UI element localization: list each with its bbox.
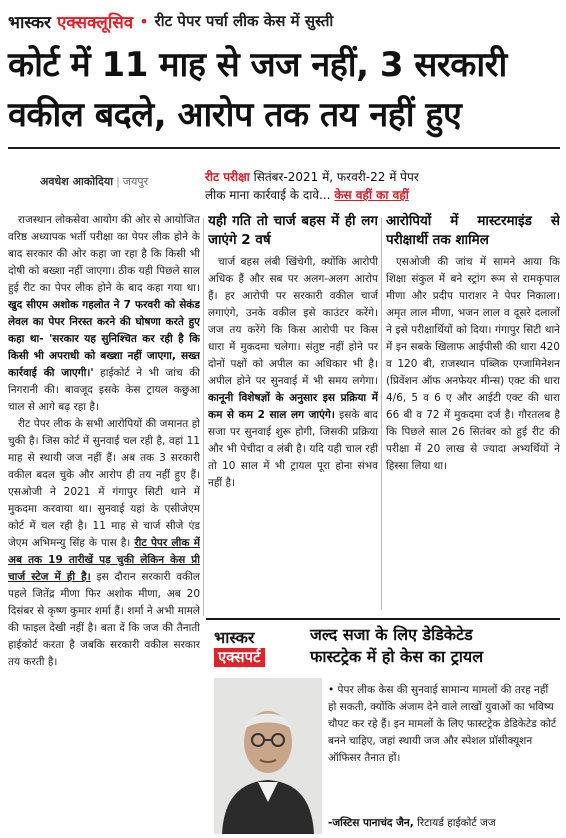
- col3-paragraph: एसओजी की जांच में सामने आया कि शिक्षा संकुल में बने स्ट्रांग रूम से रामकृपाल मीणा और प्रदीप पाराशर ने पेपर निकाला। अमृत लाल मीणा, भजन लाल व दूसरे दलालों ने इसे परीक्षार्थियों को दिया। गंगापुर सिटी थाने में इन सबके खिलाफ आईपीसी की धारा 420 व 120 बी, राजस्थान पब्लिक एग्जामिनेशन (प्रिवेंशन ऑफ अनफेयर मीन्स) एक्ट की धारा 4/6, 5 व 6 ए और आईटी एक्ट की धारा 66 बी व 72 में मुकदमा दर्ज है। गौरतलब है कि पिछले साल 26 सितंबर को हुई रीट की परीक्षा में 20 लाख से ज्यादा अभ्यर्थियों ने हिस्सा लिया था।: [386, 256, 560, 472]
- column-divider: [381, 218, 382, 610]
- expert-title: [310, 624, 556, 668]
- headline-line-1: कोर्ट में 11 माह से जज नहीं, 3 सरकारी: [8, 45, 507, 85]
- banner-label: रीट परीक्षा: [205, 170, 250, 184]
- col2-subhead: यही गति तो चार्ज बहस में ही लग जाएंगे 2 वर्ष: [208, 213, 378, 248]
- col1-underlined-fact: रीट पेपर लीक में अब तक 19 तारीखें पड़ चुकी लेकिन केस प्री चार्ज स्टेज में ही है।: [8, 537, 200, 583]
- expert-logo-line-2: एक्सपर्ट: [214, 648, 265, 667]
- col2-paragraph: [208, 254, 378, 492]
- col1-paragraph-2: [8, 416, 200, 671]
- expert-box: [206, 618, 560, 836]
- byline-author: अवधेश आकोदिया: [40, 175, 114, 188]
- expert-title-line-1: जल्द सजा के लिए डेडिकेटेड: [310, 625, 473, 644]
- expert-name: -जस्टिस पानाचंद जैन,: [328, 817, 414, 829]
- section-kicker: [8, 6, 560, 36]
- col2-text-b: इसके बाद सजा पर सुनवाई शुरू होगी, जिसकी प्रक्रिया और भी पेचीदा व लंबी है। यदि यही चाल रही तो 10 साल में भी ट्रायल पूरा होना संभव नहीं है।: [208, 409, 378, 489]
- banner-text-2: लीक माना कार्रवाई के दावे...: [205, 188, 331, 202]
- expert-quote: [328, 682, 558, 767]
- headline-line-2: वकील बदले, आरोप तक तय नहीं हुए: [8, 95, 462, 135]
- expert-logo-line-1: भास्कर: [214, 628, 255, 647]
- col1-text-c: हाईकोर्ट ने भी जांच की निगरानी की। बावजूद इसके केस ट्रायल कछुआ चाल से आगे बढ़ रहा है।: [8, 367, 200, 413]
- kicker-topic: रीट पेपर पर्चा लीक केस में सुस्ती: [154, 12, 334, 30]
- col2-text-a: चार्ज बहस लंबी खिंचेगी, क्योंकि आरोपी अधिक हैं और सब पर अलग-अलग आरोप हैं। हर आरोपी पर सरकारी वकील चार्ज लगाएंगे, उनके वकील इसे काउंटर करेंगे। जज तय करेंगे कि किस आरोपी पर किस धारा में मुकदमा चलेगा। संतुष्ट नहीं होने पर दोनों पक्षों को अपील का अधिकार भी है। अपील होने पर सुनवाई में भी समय लगेगा।: [208, 256, 378, 387]
- headline-divider: [8, 147, 560, 149]
- expert-logo: [214, 628, 302, 668]
- article-column-2: [208, 212, 378, 614]
- expert-role: रिटायर्ड हाईकोर्ट जज: [417, 817, 496, 829]
- byline-location: जयपुर: [122, 175, 149, 188]
- quote-bullet: •: [328, 684, 335, 696]
- article-column-3: [386, 212, 560, 614]
- expert-quote-text: पेपर लीक केस की सुनवाई सामान्य मामलों की तरह नहीं हो सकती, क्योंकि अंजाम देने वाले लाखों युवाओं का भविष्य चौपट कर रहे हैं। इन मामलों के लिए फास्टट्रेक डेडिकेटेड कोर्ट बनने चाहिए, जहां स्थायी जज और स्पेशल प्रॉसीक्यूशन ऑफिसर तैनात हों।: [328, 684, 557, 764]
- byline: अवधेश आकोदिया | जयपुर: [40, 175, 149, 188]
- col1-text-e: इस दौरान सरकारी वकील पहले जितेंद्र मीणा फिर अशोक मीणा, अब 20 दिसंबर से कृष्ण कुमार शर्मा हैं। शर्मा ने अभी मामले की फाइल देखी नहीं है। बता दें कि जज की तैनाती हाईकोर्ट करता है जबकि सरकारी वकील सरकार तय करती है।: [8, 571, 200, 668]
- expert-credit: [328, 816, 560, 830]
- banner-text-1: सितंबर-2021 में, फरवरी-22 में पेपर: [253, 170, 419, 184]
- summary-banner: [205, 168, 560, 206]
- banner-tag: केस वहीं का वहीं: [334, 188, 409, 202]
- headline: [8, 40, 560, 140]
- article-column-1: [8, 212, 200, 836]
- column-divider: [203, 218, 204, 616]
- kicker-bullet: •: [139, 11, 149, 31]
- col2-bold-fact: कानूनी विशेषज्ञों के अनुसार इस प्रक्रिया में कम से कम 2 साल लग जाएंगे।: [208, 392, 378, 421]
- expert-portrait: [214, 678, 322, 834]
- col3-subhead: आरोपियों में मास्टरमाइंड से परीक्षार्थी तक शामिल: [386, 213, 560, 248]
- col1-text-d: रीट पेपर लीक के सभी आरोपियों की जमानत हो चुकी है। जिस कोर्ट में सुनवाई चल रही है, वहां 11 माह से स्थायी जज नहीं हैं। अब तक 3 सरकारी वकील बदल चुके और आरोप ही तय नहीं हुए हैं। एसओजी ने 2021 में गंगापुर सिटी थाने में मुकदमा करवाया था। सुनवाई यहां के एसीजेएम कोर्ट में चल रही है। 11 माह से चार्ज सीजे एंड जेएम अभिमन्यु सिंह के पास है।: [8, 418, 200, 549]
- col1-quote-bold: खुद सीएम अशोक गहलोत ने 7 फरवरी को सेकंड लेवल का पेपर निरस्त करने की घोषणा करते हुए कहा था- 'सरकार यह सुनिश्चित कर रही है कि किसी भी अपराधी को बख्शा नहीं जाएगा, सख्त कार्रवाई की जाएगी।': [8, 299, 200, 379]
- expert-title-line-2: फास्टट्रेक में हो केस का ट्रायल: [310, 647, 484, 666]
- col1-text-a: राजस्थान लोकसेवा आयोग की ओर से आयोजित वरिष्ठ अध्यापक भर्ती परीक्षा का पेपर लीक होने के बाद सरकार की ओर कहा जा रहा है कि किसी भी दोषी को बख्शा नहीं जाएगा। ठीक यही पिछले साल हुई रीट का पेपर लीक होने के बाद कहा गया था।: [8, 214, 200, 294]
- brand-name: भास्कर: [8, 12, 51, 33]
- exclusive-label: एक्सक्लूसिव: [56, 12, 134, 33]
- person-portrait-icon: [214, 678, 322, 834]
- col1-paragraph-1: [8, 212, 200, 416]
